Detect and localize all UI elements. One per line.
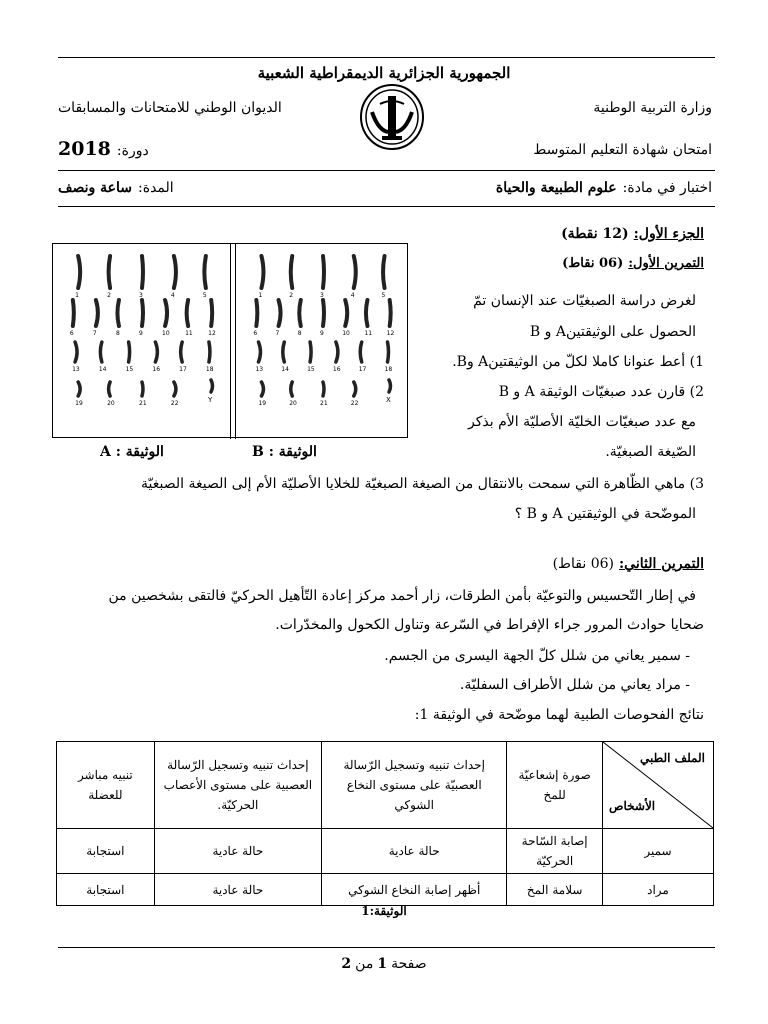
doc-a-chromosome [142,382,143,396]
table-cell-name: مراد [603,874,714,906]
corner-bottom-label: الأشخاص [609,799,656,813]
karyotype-drawing [53,244,409,439]
doc-b-chromosome-number: 11 [364,330,373,337]
doc-b-sex-label: X [386,396,391,404]
subject-rule [58,206,715,207]
doc-a-chromosome-number: 3 [139,292,143,299]
table-header-row [57,742,714,829]
doc-a-chromosome [181,342,183,362]
ex1-question-1: 1) أعط عنوانا كاملا لكلّ من الوثيقتينA وB. [452,354,704,370]
doc-b-chromosome [283,342,285,362]
doc-a-chromosome [129,342,130,362]
doc-b-chromosome-number: 6 [253,330,258,337]
doc-a-chromosome [142,300,143,326]
doc-b-chromosome [256,300,257,326]
subject-value: علوم الطبيعة والحياة [495,180,617,196]
doc-a-chromosome-number: 20 [107,400,115,407]
page-total: 2 [341,956,352,972]
doc-b-chromosome-number: 8 [297,330,302,337]
header-rule [58,170,715,171]
doc-b-chromosome [383,256,385,288]
doc-a-chromosome [78,256,80,288]
ex2-bullet-1: - سمير يعاني من شلل كلّ الجهة اليسرى من الجسم. [384,648,690,664]
doc-b-chromosome-number: 21 [320,400,328,407]
table-cell: حالة عادية [154,874,321,906]
emblem-logo [358,82,426,152]
medical-results-table [56,741,714,906]
doc-a-chromosome-number: 15 [125,366,134,373]
ex1-question-3b: الموضّحة في الوثيقتين A و B ؟ [514,506,696,522]
doc-a-chromosome [187,300,189,326]
doc-b-chromosome [323,382,324,396]
doc-a-chromosome [155,342,157,362]
table-corner-cell [603,742,714,829]
ex2-bullet-2: - مراد يعاني من شلل الأطراف السفليّة. [459,677,690,693]
ex1-title: التمرين الأول: [628,256,704,271]
table-cell: استجابة [57,829,155,874]
table-header-cell: صورة إشعاعيّة للمخ [507,742,603,829]
doc-b-chromosome-number: 16 [332,366,341,373]
doc-b-chromosome [360,342,362,362]
table-cell: إصابة السّاحة الحركيّة [507,829,603,874]
table-cell: استجابة [57,874,155,906]
ex2-points: (06 نقاط) [552,556,614,572]
doc-a-chromosome [96,300,98,326]
ex1-question-3a: 3) ماهي الظّاهرة التي سمحت بالانتقال من الصيغة الصبغيّة للخلايا الأصليّة الأم إلى الصيغة الصبغيّة [141,476,704,492]
table-row [57,829,714,874]
doc-b-chromosome-number: 1 [258,292,263,299]
doc-a-chromosome [73,300,74,326]
doc-b-chromosome [291,256,293,288]
doc-a-chromosome-number: 16 [152,366,161,373]
doc-a-chromosome-number: 18 [205,366,214,373]
doc-a-chromosome-number: 9 [139,330,143,337]
doc-a-chromosome-number: 11 [185,330,193,337]
doc-b-chromosome [336,342,338,362]
corner-top-label: الملف الطبي [640,751,705,765]
top-rule [58,57,715,58]
page-footer [0,956,768,972]
doc-b-chromosome-number: 17 [358,366,367,373]
doc-b-chromosome-number: 2 [289,292,294,299]
doc-b-label: الوثيقة : B [252,444,317,460]
doc-a-chromosome-number: 8 [115,330,120,337]
ex1-points: (06 نقاط) [562,256,624,271]
ex2-title: التمرين الثاني: [618,556,704,572]
doc-b-chromosome [354,256,356,288]
republic-title: الجمهورية الجزائرية الديمقراطية الشعبية [257,64,511,82]
doc-b-chromosome-number: 20 [289,400,297,407]
ex1-question-2b: مع عدد صبغيّات الخليّة الأصليّة الأم بذكر [468,414,696,430]
duration-value: ساعة ونصف [58,180,133,196]
doc-b-chromosome [310,342,311,362]
doc-b-chromosome-number: 22 [350,400,359,407]
doc-b-chromosome [258,342,260,362]
table-cell: حالة عادية [322,829,507,874]
doc-a-chromosome-number: 7 [92,330,97,337]
table-header-cell: إحداث تنبيه وتسجيل الرّسالة العصبيّة على مستوى النخاع الشوكي [322,742,507,829]
part1-heading [561,226,704,242]
doc-a-chromosome [100,342,102,362]
doc-a-chromosome-number: 4 [170,292,175,299]
table-cell: حالة عادية [154,829,321,874]
doc-b-chromosome [261,256,263,288]
doc-a-chromosome [204,256,206,288]
doc-b-chromosome [291,382,293,396]
duration-line [58,180,174,196]
duration-label: المدة: [138,180,174,196]
doc-b-chromosome-number: 13 [255,366,264,373]
doc-b-chromosome-number: 14 [281,366,289,373]
ex1-intro-1: لغرض دراسة الصبغيّات عند الإنسان تمّ [473,293,696,309]
doc1-caption: الوثيقة:1 [361,904,407,918]
ex1-intro-2: الحصول على الوثيقتينA و B [529,324,696,340]
doc-b-chromosome-number: 3 [320,292,324,299]
doc-b-chromosome-number: 12 [386,330,395,337]
ministry-label: وزارة التربية الوطنية [593,100,712,116]
ex2-paragraph-2: ضحايا حوادث المرور جراء الإفراط في السّرعة وتناول الكحول والمخدّرات. [275,617,704,633]
doc-b-chromosome [261,382,263,396]
doc-a-chromosome [117,300,119,326]
doc-a-chromosome [78,382,80,396]
doc-a-chromosome [211,300,212,326]
table-row [57,874,714,906]
doc-a-chromosome-number: 13 [72,366,80,373]
part1-title: الجزء الأول: [633,226,704,242]
doc-b-chromosome-number: 15 [307,366,315,373]
doc-a-chromosome-number: 1 [75,292,79,299]
table-cell: أظهر إصابة النخاع الشوكي [322,874,507,906]
doc-b-chromosome [388,342,389,362]
doc-a-chromosome [209,342,210,362]
doc-a-chromosome [174,256,176,288]
doc-b-chromosome [323,256,324,288]
doc-b-chromosome-number: 7 [275,330,280,337]
doc-b-chromosome-number: 4 [350,292,355,299]
doc-b-chromosome-number: 5 [381,292,386,299]
page-number: 1 [377,956,388,972]
doc-b-chromosome-number: 9 [320,330,324,337]
doc-a-chromosome-number: 21 [139,400,147,407]
table-header-cell: تنبيه مباشر للعضلة [57,742,155,829]
doc-a-chromosome-number: 17 [179,366,187,373]
doc-a-chromosome [109,382,111,396]
doc-a-chromosome-number: 6 [69,330,74,337]
doc-a-chromosome-number: 19 [75,400,83,407]
doc-a-chromosome-number: 22 [170,400,179,407]
ex1-heading [562,256,704,271]
table-header-cell: إحداث تنبيه وتسجيل الرّسالة العصبية على مستوى الأعصاب الحركيّة. [154,742,321,829]
doc-a-chromosome [75,342,77,362]
doc-b-chromosome [323,300,324,326]
ex2-paragraph-1: في إطار التّحسيس والتوعيّة بأمن الطرقات، زار أحمد مركز إعادة التّأهيل الحركيّ فالتقى بشخصين من [108,588,696,604]
ex1-question-2a: 2) قارن عدد صبغيّات الوثيقة A و B [498,384,704,400]
doc-b-chromosome [345,300,347,326]
doc-b-chromosome [354,382,356,396]
doc-b-chromosome [279,300,281,326]
of-word: من [355,956,374,972]
karyotype-figure [52,243,408,438]
part1-points: (12 نقطة) [561,226,629,242]
subject-line [496,180,712,196]
doc-a-chromosome [174,382,176,396]
footer-rule [58,947,715,948]
doc-a-chromosome [165,300,167,326]
doc-a-sex-chromosome [211,380,213,392]
doc-a-chromosome-number: 12 [208,330,216,337]
doc-a-chromosome-number: 2 [107,292,111,299]
subject-label: اختبار في مادة: [622,180,712,196]
doc-b-chromosome [390,300,391,326]
ex2-heading [553,556,704,572]
doc-b-chromosome-number: 10 [342,330,350,337]
session-label: دورة: [116,143,149,159]
ex2-results-intro: نتائج الفحوصات الطبية لهما موضّحة في الوثيقة 1: [414,707,704,723]
session-year: 2018 [58,138,111,160]
doc-b-sex-chromosome [389,380,391,392]
table-cell-name: سمير [603,829,714,874]
doc-a-sex-label: Y [208,396,213,404]
doc-a-label: الوثيقة : A [100,444,164,460]
session [58,138,149,160]
doc-b-chromosome [299,300,301,326]
doc-b-chromosome-number: 19 [258,400,267,407]
page-word: صفحة [391,956,427,972]
doc-a-chromosome-number: 10 [162,330,170,337]
doc-a-chromosome [109,256,111,288]
office-label: الديوان الوطني للامتحانات والمسابقات [58,100,282,116]
doc-b-chromosome-number: 18 [384,366,393,373]
doc-b-chromosome [366,300,368,326]
exam-label: امتحان شهادة التعليم المتوسط [533,142,712,158]
ex1-question-2c: الصّيغة الصبغيّة. [605,444,696,460]
doc-a-chromosome [142,256,143,288]
doc-a-chromosome-number: 5 [202,292,207,299]
doc-a-chromosome-number: 14 [98,366,107,373]
table-cell: سلامة المخ [507,874,603,906]
